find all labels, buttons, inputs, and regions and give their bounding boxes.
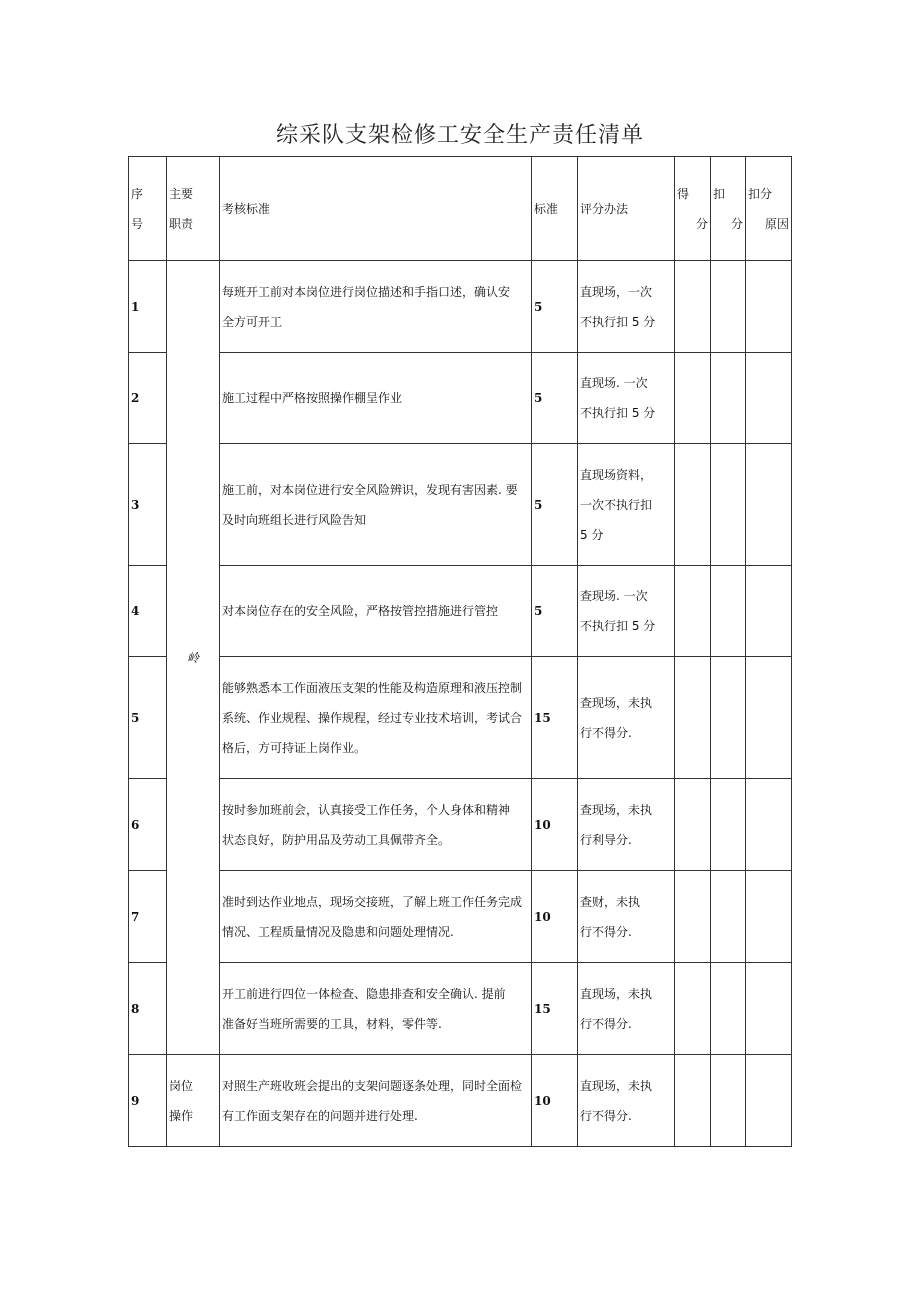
row-score[interactable] — [675, 871, 711, 963]
table-row — [129, 779, 792, 871]
row-reason[interactable] — [746, 566, 792, 657]
table-row — [129, 444, 792, 566]
table-row — [129, 566, 792, 657]
row-deduct[interactable] — [711, 444, 746, 566]
row-seq: 7 — [129, 871, 167, 963]
header-method: 评分办法 — [578, 157, 675, 261]
row-deduct[interactable] — [711, 1055, 746, 1147]
page-title: 综采队支架检修工安全生产责任清单 — [275, 123, 644, 148]
row-reason[interactable] — [746, 444, 792, 566]
row-method: 直现场，一次 不执行扣 5 分 — [578, 261, 675, 353]
row-criteria: 对本岗位存在的安全风险，严格按管控措施进行管控 — [220, 566, 532, 657]
row-criteria: 施工前，对本岗位进行安全风险辨识，发现有害因素. 要 及时向班组长进行风险告知 — [220, 444, 532, 566]
row-seq: 9 — [129, 1055, 167, 1147]
table-row — [129, 261, 792, 353]
row-seq: 5 — [129, 657, 167, 779]
row-standard: 10 — [532, 1055, 578, 1147]
row-standard: 5 — [532, 444, 578, 566]
row-deduct[interactable] — [711, 871, 746, 963]
header-seq: 序 号 — [129, 157, 167, 261]
responsibility-table — [128, 156, 792, 1147]
row-seq: 6 — [129, 779, 167, 871]
row-standard: 15 — [532, 657, 578, 779]
row-reason[interactable] — [746, 657, 792, 779]
row-seq: 3 — [129, 444, 167, 566]
row-criteria: 准时到达作业地点，现场交接班，了解上班工作任务完成 情况、工程质量情况及隐患和问题处理情况. — [220, 871, 532, 963]
row-deduct[interactable] — [711, 963, 746, 1055]
row-score[interactable] — [675, 353, 711, 444]
row-score[interactable] — [675, 963, 711, 1055]
row-method: 查现场. 一次 不执行扣 5 分 — [578, 566, 675, 657]
table-row — [129, 963, 792, 1055]
row-criteria: 施工过程中严格按照操作棚呈作业 — [220, 353, 532, 444]
row-method: 直现场，未执 行不得分. — [578, 1055, 675, 1147]
table-row — [129, 871, 792, 963]
table-row — [129, 1055, 792, 1147]
row-score[interactable] — [675, 657, 711, 779]
row-criteria: 对照生产班收班会提出的支架问题逐条处理，同时全面检 有工作面支架存在的问题并进行处理. — [220, 1055, 532, 1147]
row-reason[interactable] — [746, 963, 792, 1055]
row-method: 直现场资料， 一次不执行扣 5 分 — [578, 444, 675, 566]
row-seq: 4 — [129, 566, 167, 657]
row-criteria: 按时参加班前会，认真接受工作任务，个人身体和精神 状态良好，防护用品及劳动工具佩带齐全。 — [220, 779, 532, 871]
header-reason: 扣分 原因 — [746, 157, 792, 261]
header-row — [129, 157, 792, 261]
row-standard: 5 — [532, 261, 578, 353]
row-reason[interactable] — [746, 353, 792, 444]
duty-post-operation: 岗位 操作 — [167, 1055, 220, 1147]
header-score: 得 分 — [675, 157, 711, 261]
row-score[interactable] — [675, 779, 711, 871]
row-seq: 1 — [129, 261, 167, 353]
row-deduct[interactable] — [711, 566, 746, 657]
row-standard: 5 — [532, 353, 578, 444]
header-criteria: 考核标准 — [220, 157, 532, 261]
row-method: 查现场，未执 行利导分. — [578, 779, 675, 871]
row-seq: 2 — [129, 353, 167, 444]
duty-group-cell: 岭 — [167, 261, 220, 1055]
header-duty: 主要 职责 — [167, 157, 220, 261]
row-score[interactable] — [675, 444, 711, 566]
row-method: 直现场，未执 行不得分. — [578, 963, 675, 1055]
row-criteria: 能够熟悉本工作面液压支架的性能及构造原理和液压控制 系统、作业规程、操作规程，经过专业技术培训，考试合 格后，方可持证上岗作业。 — [220, 657, 532, 779]
row-reason[interactable] — [746, 871, 792, 963]
row-method: 直现场. 一次 不执行扣 5 分 — [578, 353, 675, 444]
row-reason[interactable] — [746, 779, 792, 871]
row-deduct[interactable] — [711, 261, 746, 353]
row-deduct[interactable] — [711, 657, 746, 779]
header-standard: 标准 — [532, 157, 578, 261]
row-deduct[interactable] — [711, 779, 746, 871]
row-standard: 10 — [532, 871, 578, 963]
table-row — [129, 657, 792, 779]
row-standard: 10 — [532, 779, 578, 871]
row-standard: 15 — [532, 963, 578, 1055]
row-method: 查财，未执 行不得分. — [578, 871, 675, 963]
row-score[interactable] — [675, 566, 711, 657]
row-method: 查现场，未执 行不得分. — [578, 657, 675, 779]
row-seq: 8 — [129, 963, 167, 1055]
row-standard: 5 — [532, 566, 578, 657]
row-reason[interactable] — [746, 1055, 792, 1147]
row-reason[interactable] — [746, 261, 792, 353]
row-deduct[interactable] — [711, 353, 746, 444]
table-row — [129, 353, 792, 444]
row-criteria: 每班开工前对本岗位进行岗位描述和手指口述，确认安 全方可开工 — [220, 261, 532, 353]
row-criteria: 开工前进行四位一体检查、隐患排查和安全确认. 提前 准备好当班所需要的工具，材料，零件等. — [220, 963, 532, 1055]
header-deduct: 扣 分 — [711, 157, 746, 261]
row-score[interactable] — [675, 261, 711, 353]
row-score[interactable] — [675, 1055, 711, 1147]
